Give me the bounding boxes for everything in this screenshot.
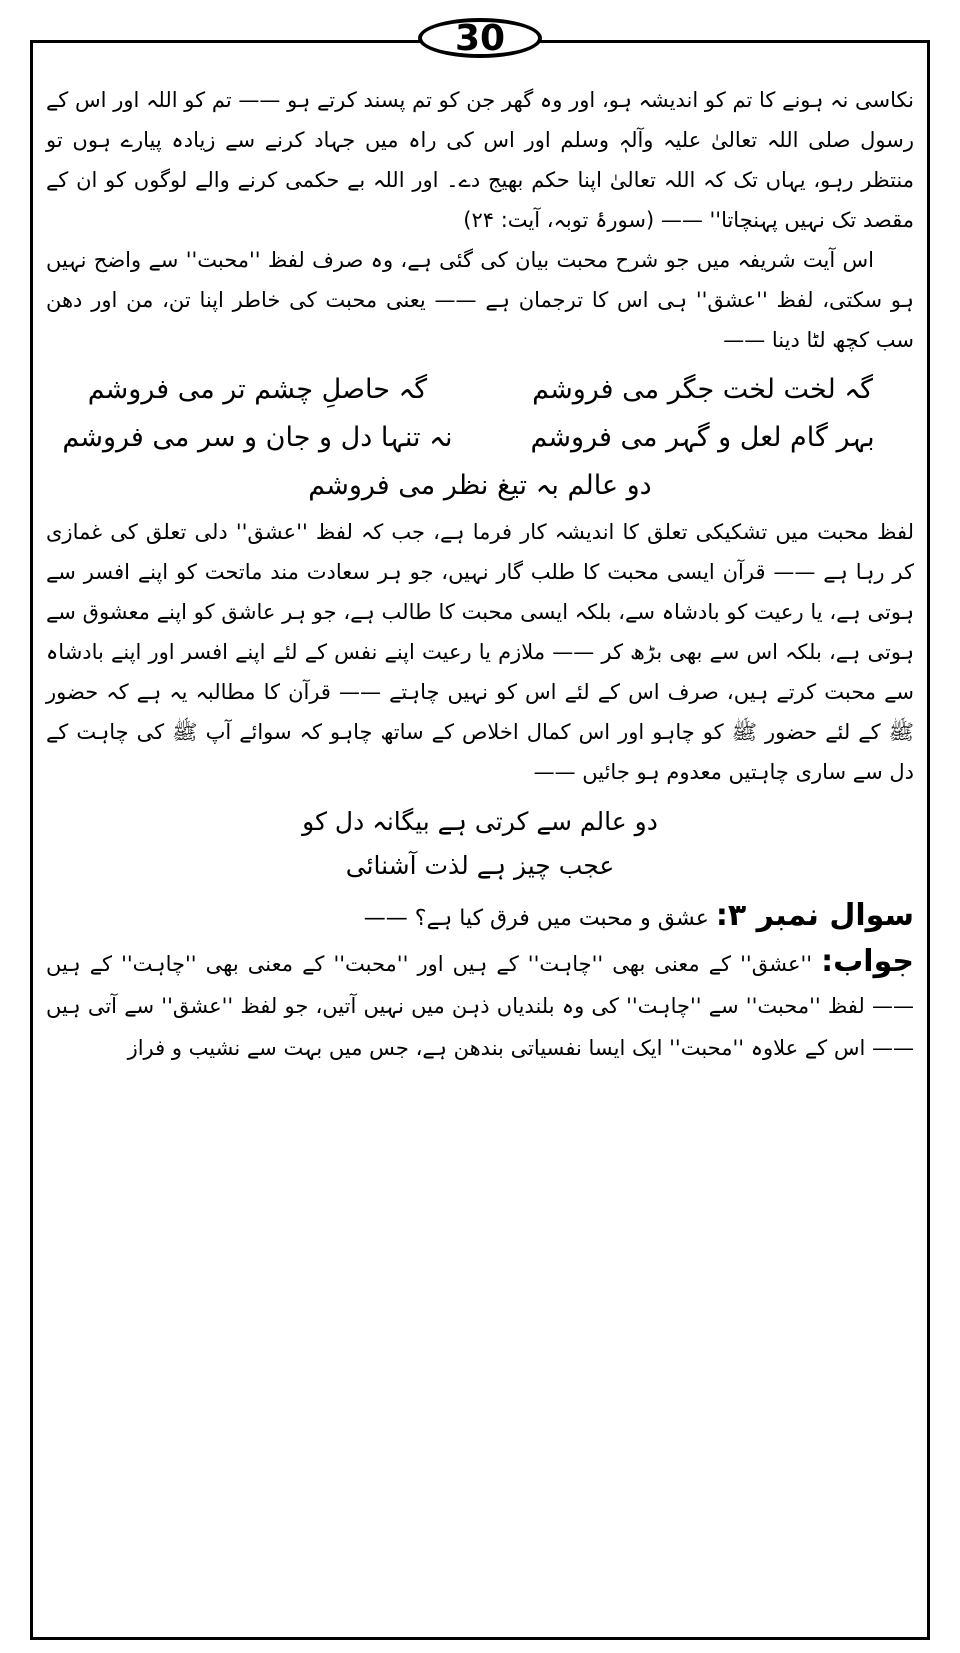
question-text: عشق و محبت میں فرق کیا ہے؟ —— bbox=[363, 906, 709, 931]
paragraph-commentary bbox=[46, 240, 914, 360]
verse-half: بہر گام لعل و گہر می فروشم bbox=[530, 422, 875, 453]
verse-reference: (سورۂ توبہ، آیت: ۲۴) bbox=[463, 208, 655, 232]
verse-row bbox=[46, 366, 914, 414]
paragraph-quran-translation bbox=[46, 80, 914, 240]
verse-row bbox=[46, 414, 914, 462]
couplet-line: عجب چیز ہے لذت آشنائی bbox=[345, 851, 615, 880]
page-number: 30 bbox=[418, 18, 542, 58]
question-label: سوال نمبر ۳: bbox=[715, 898, 914, 933]
urdu-couplet bbox=[46, 800, 914, 888]
verse-half: گہ حاصلِ چشم تر می فروشم bbox=[87, 374, 428, 405]
question-heading bbox=[46, 894, 914, 941]
paragraph-text: نکاسی نہ ہونے کا تم کو اندیشہ ہو، اور وہ گھر جن کو تم پسند کرتے ہو —— تم کو اللہ اور اس کے رسول صلی اللہ تعالیٰ علیہ وآلہٖ وسلم اور اس کی راہ میں جہاد کرنے سے زیادہ پیارے ہوں تو منتظر رہو، یہاں تک کہ اللہ تعالیٰ اپنا حکم بھیج دے۔ اور اللہ بے حکمی کرنے والے لوگوں کو ان کے مقصد تک نہیں پہنچاتا'' —— bbox=[46, 88, 914, 232]
answer-label: جواب: bbox=[821, 944, 914, 979]
verse-half: نہ تنہا دل و جان و سر می فروشم bbox=[62, 422, 453, 453]
paragraph-text: لفظ محبت میں تشکیکی تعلق کا اندیشہ کار فرما ہے، جب کہ لفظ ''عشق'' دلی تعلق کی غمازی کر رہا ہے —— قرآن ایسی محبت کا طلب گار نہیں، جو ہر سعادت مند ماتحت کو اپنے افسر سے ہوتی ہے، یا رعیت کو بادشاہ سے، بلکہ ایسی محبت کا طالب ہے، جو ہر عاشق کو اپنے معشوق سے ہوتی ہے، بلکہ اس سے بھی بڑھ کر —— ملازم یا رعیت اپنے نفس کے لئے اپنے افسر اور اپنے بادشاہ سے محبت کرتے ہیں، صرف اس کے لئے اس کو نہیں چاہتے —— قرآن کا مطالبہ یہ ہے کہ حضور ﷺ کے لئے حضور ﷺ کو چاہو اور اس کمال اخلاص کے ساتھ چاہو کہ سوائے آپ ﷺ کی چاہت کے دل سے ساری چاہتیں معدوم ہو جائیں —— bbox=[46, 520, 914, 784]
persian-verses bbox=[46, 366, 914, 510]
verse-row-center: دو عالم بہ تیغ نظر می فروشم bbox=[308, 470, 652, 501]
verse-half: گہ لخت لخت جگر می فروشم bbox=[532, 374, 873, 405]
page-content bbox=[46, 80, 914, 1069]
answer-paragraph bbox=[46, 941, 914, 1069]
paragraph-ishq-mohabbat bbox=[46, 512, 914, 792]
answer-text: ''عشق'' کے معنی بھی ''چاہت'' کے ہیں اور ''محبت'' کے معنی بھی ''چاہت'' کے ہیں —— لفظ ''محبت'' سے ''چاہت'' کی وہ بلندیاں ذہن میں نہیں آتیں، جو لفظ ''عشق'' سے آتی ہیں —— اس کے علاوہ ''محبت'' ایک ایسا نفسیاتی بندھن ہے، جس میں بہت سے نشیب و فراز bbox=[46, 952, 914, 1060]
paragraph-text: اس آیت شریفہ میں جو شرح محبت بیان کی گئی ہے، وہ صرف لفظ ''محبت'' سے واضح نہیں ہو سکتی، لفظ ''عشق'' ہی اس کا ترجمان ہے —— یعنی محبت کی خاطر اپنا تن، من اور دھن سب کچھ لٹا دینا —— bbox=[46, 248, 914, 352]
couplet-line: دو عالم سے کرتی ہے بیگانہ دل کو bbox=[302, 807, 658, 836]
